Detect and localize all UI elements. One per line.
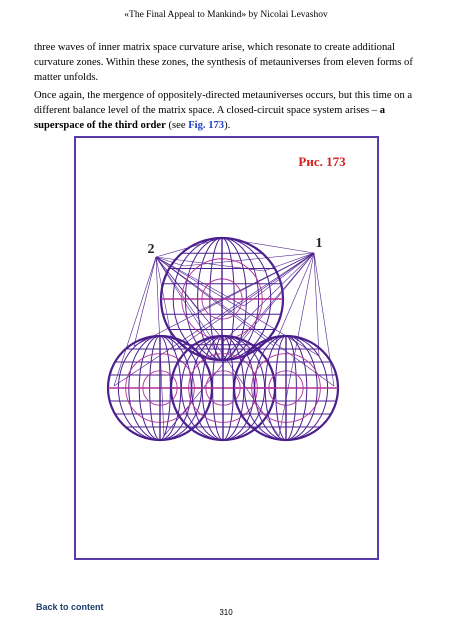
paragraph-2-bold: a superspace of the third order xyxy=(34,105,386,131)
paragraph-2-end: ). xyxy=(224,120,231,131)
figure-frame xyxy=(75,137,378,559)
figure-caption: Рис. 173 xyxy=(298,154,346,169)
paragraph-2 xyxy=(34,88,420,133)
back-to-content-link[interactable]: Back to content xyxy=(36,602,104,612)
sphere-bottom-right xyxy=(234,336,338,440)
label-1: 1 xyxy=(315,236,323,251)
figure-173 xyxy=(74,136,379,560)
paragraph-2-text: Once again, the mergence of oppositely-directed metauniverses occurs, but this time on a different balance level of the matrix space. A closed-circuit space system arises – xyxy=(34,90,413,116)
figure-diagram xyxy=(74,136,379,560)
paragraph-1: three waves of inner matrix space curvature arise, which resonate to create additional curvature zones. Within these zones, the synthesis of metauniverses from eleven forms of matter unfolds. xyxy=(34,42,413,83)
running-header: «The Final Appeal to Mankind» by Nicolai Levashov xyxy=(124,10,328,20)
paragraph-2-see: (see xyxy=(165,120,189,131)
page-number: 310 xyxy=(219,608,233,617)
figure-link[interactable]: Fig. 173 xyxy=(188,120,225,131)
label-2: 2 xyxy=(147,242,155,257)
